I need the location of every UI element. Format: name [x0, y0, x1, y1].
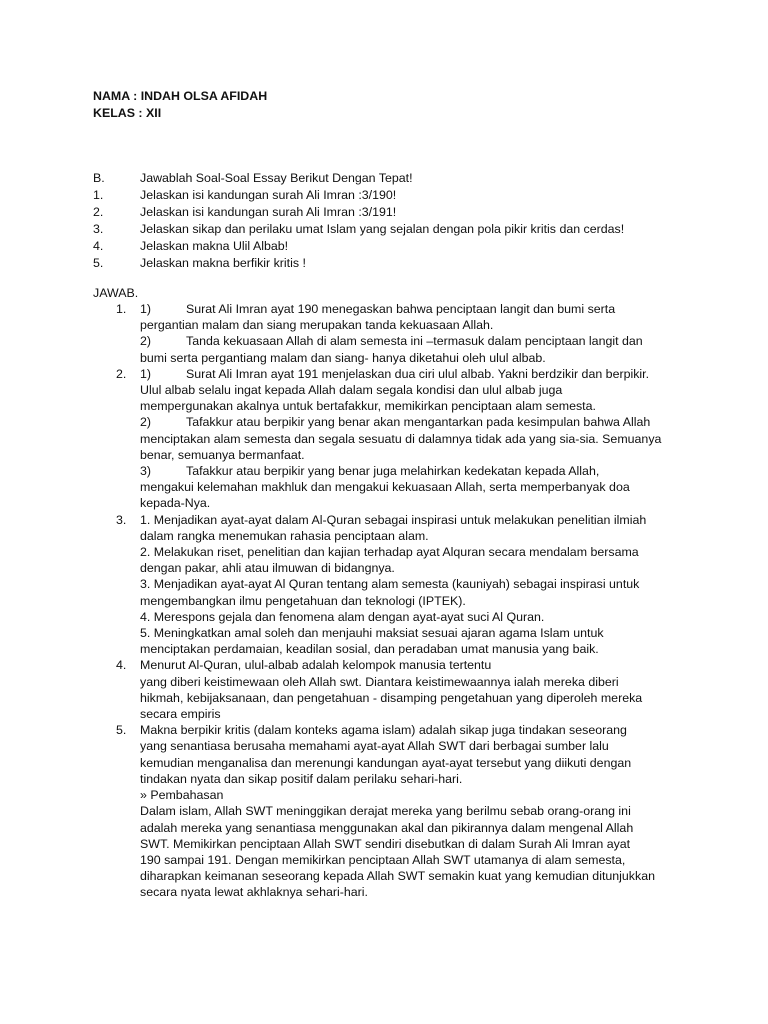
- answer-line: tindakan nyata dan sikap positif dalam perilaku sehari-hari.: [140, 771, 463, 786]
- answer-line: hikmah, kebijaksanaan, dan pengetahuan - disamping pengetahuan yang diperoleh mereka: [140, 690, 643, 705]
- answer-body: [140, 722, 691, 900]
- answer-line: [140, 333, 691, 349]
- question-text: Jelaskan makna Ulil Albab!: [140, 239, 289, 253]
- answer-line: diharapkan keimanan seseorang kepada Allah SWT semakin kuat yang kemudian ditunjukkan: [140, 869, 655, 884]
- question-number: 5.: [93, 256, 104, 270]
- question-item: [93, 221, 624, 238]
- answer-line: [140, 463, 691, 479]
- answer-line: mempergunakan akalnya untuk bertafakkur, memikirkan penciptaan alam semesta.: [140, 399, 596, 414]
- question-list: [93, 170, 624, 272]
- answer-line: adalah mereka yang senantiasa menggunakan akal dan pikirannya dalam mengenal Allah: [140, 820, 634, 835]
- answer-line: dalam rangka menemukan rahasia penciptaan alam.: [140, 528, 429, 543]
- sub-label: 1): [140, 366, 152, 381]
- answer-line: kepada-Nya.: [140, 496, 211, 511]
- answer-line: 4. Merespons gejala dan fenomena alam dengan ayat-ayat suci Al Quran.: [140, 609, 545, 624]
- answer-text: Tafakkur atau berpikir yang benar akan mengantarkan pada kesimpulan bahwa Allah: [186, 415, 651, 430]
- section-label: » Pembahasan: [140, 788, 224, 803]
- answer-item-4: [116, 657, 691, 722]
- answer-line: 5. Meningkatkan amal soleh dan menjauhi maksiat sesuai ajaran agama Islam untuk: [140, 626, 604, 641]
- answer-line: 2. Melakukan riset, penelitian dan kajian terhadap ayat Alquran secara mendalam bersama: [140, 545, 639, 560]
- question-number: 4.: [93, 239, 104, 253]
- answer-body: [140, 366, 691, 512]
- answer-item-1: [116, 301, 691, 366]
- question-text: Jelaskan makna berfikir kritis !: [140, 256, 306, 270]
- question-text: Jelaskan isi kandungan surah Ali Imran :3/191!: [140, 205, 397, 219]
- answer-line: mengembangkan ilmu pengetahuan dan teknologi (IPTEK).: [140, 593, 466, 608]
- answer-line: pergantian malam dan siang merupakan tanda kekuasaan Allah.: [140, 318, 494, 333]
- answer-number: 1.: [116, 302, 127, 316]
- question-text: Jawablah Soal-Soal Essay Berikut Dengan Tepat!: [140, 171, 413, 185]
- answer-body: [140, 512, 691, 658]
- answer-line: Menurut Al-Quran, ulul-albab adalah kelompok manusia tertentu: [140, 658, 492, 673]
- question-number: B.: [93, 171, 105, 185]
- answer-line: secara nyata lewat akhlaknya sehari-hari.: [140, 885, 368, 900]
- answers-heading: JAWAB.: [93, 286, 139, 300]
- answer-line: 1. Menjadikan ayat-ayat dalam Al-Quran sebagai inspirasi untuk melakukan penelitian ilmiah: [140, 512, 647, 527]
- answer-line: Dalam islam, Allah SWT meninggikan derajat mereka yang berilmu sebab orang-orang ini: [140, 804, 631, 819]
- question-item: [93, 170, 624, 187]
- answer-number: 5.: [116, 723, 127, 738]
- answer-list: [116, 301, 691, 901]
- sub-label: 3): [140, 464, 152, 479]
- answer-text: Tanda kekuasaan Allah di alam semesta ini –termasuk dalam penciptaan langit dan: [186, 334, 643, 349]
- answer-line: [140, 366, 691, 382]
- answer-line: mengakui kelemahan makhluk dan mengakui kekuasaan Allah, serta memperbanyak doa: [140, 480, 630, 495]
- answer-number: 2.: [116, 366, 127, 381]
- answer-line: menciptakan perdamaian, keadilan sosial, dan peradaban umat manusia yang baik.: [140, 642, 599, 657]
- answer-line: bumi serta pergantiang malam dan siang- hanya diketahui oleh ulul albab.: [140, 350, 546, 365]
- question-item: [93, 255, 624, 272]
- answer-line: yang senantiasa berusaha memahami ayat-ayat Allah SWT dari berbagai sumber lalu: [140, 739, 609, 754]
- question-item: [93, 187, 624, 204]
- answer-line: benar, semuanya bermanfaat.: [140, 447, 305, 462]
- document-header: [93, 88, 267, 122]
- answer-text: Tafakkur atau berpikir yang benar juga melahirkan kedekatan kepada Allah,: [186, 464, 600, 479]
- answer-text: Surat Ali Imran ayat 191 menjelaskan dua ciri ulul albab. Yakni berdzikir dan berpikir.: [186, 366, 650, 381]
- answer-line: [140, 301, 691, 317]
- answer-line: Ulul albab selalu ingat kepada Allah dalam segala kondisi dan ulul albab juga: [140, 383, 563, 398]
- sub-label: 1): [140, 302, 152, 316]
- question-text: Jelaskan isi kandungan surah Ali Imran :3/190!: [140, 188, 397, 202]
- answer-body: [140, 657, 691, 722]
- answer-line: 190 sampai 191. Dengan memikirkan penciptaan Allah SWT utamanya di alam semesta,: [140, 852, 626, 867]
- answer-line: menciptakan alam semesta dan segala sesuatu di dalamnya tidak ada yang sia-sia. Semuanya: [140, 431, 662, 446]
- question-text: Jelaskan sikap dan perilaku umat Islam yang sejalan dengan pola pikir kritis dan cerdas!: [140, 222, 625, 236]
- answer-item-2: [116, 366, 691, 512]
- student-name: NAMA : INDAH OLSA AFIDAH: [93, 89, 268, 103]
- answer-body: [140, 301, 691, 366]
- answer-line: yang diberi keistimewaan oleh Allah swt. Diantara keistimewaannya ialah mereka diberi: [140, 674, 619, 689]
- answer-line: 3. Menjadikan ayat-ayat Al Quran tentang alam semesta (kauniyah) sebagai inspirasi untuk: [140, 577, 640, 592]
- answer-line: SWT. Memikirkan penciptaan Allah SWT sendiri disebutkan di dalam Surah Ali Imran ayat: [140, 836, 631, 851]
- answer-number: 3.: [116, 512, 127, 527]
- answer-line: secara empiris: [140, 707, 221, 722]
- answer-item-5: [116, 722, 691, 900]
- answer-line: kemudian menganalisa dan merenungi kandungan ayat-ayat tersebut yang diikuti dengan: [140, 755, 632, 770]
- question-item: [93, 204, 624, 221]
- answer-number: 4.: [116, 658, 127, 673]
- answer-line: dengan pakar, ahli atau ilmuwan di bidangnya.: [140, 561, 395, 576]
- question-number: 2.: [93, 205, 104, 219]
- answer-text: Surat Ali Imran ayat 190 menegaskan bahwa penciptaan langit dan bumi serta: [186, 302, 616, 316]
- question-number: 1.: [93, 188, 104, 202]
- answer-line: Makna berpikir kritis (dalam konteks agama islam) adalah sikap juga tindakan seseorang: [140, 723, 627, 738]
- question-number: 3.: [93, 222, 104, 236]
- question-item: [93, 238, 624, 255]
- sub-label: 2): [140, 334, 152, 349]
- answer-item-3: [116, 512, 691, 658]
- sub-label: 2): [140, 415, 152, 430]
- answer-line: [140, 414, 691, 430]
- student-class: KELAS : XII: [93, 106, 162, 120]
